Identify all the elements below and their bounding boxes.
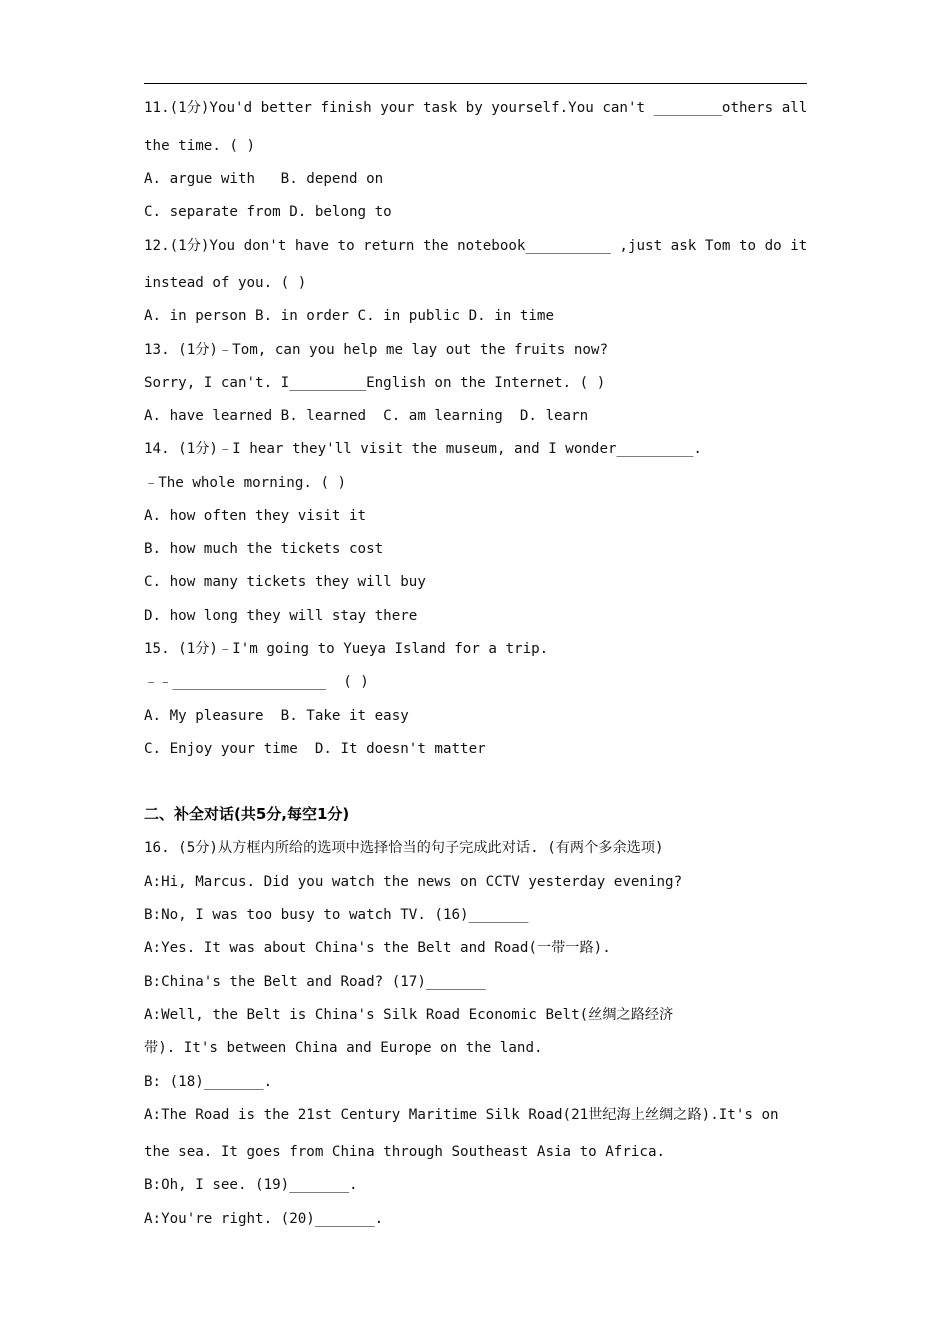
q14-option-a: A. how often they visit it xyxy=(144,508,367,524)
q14-option-c: C. how many tickets they will buy xyxy=(144,574,426,590)
header-rule xyxy=(144,83,807,84)
q11-line-1: 11.(1分)You'd better finish your task by yourself.You can't ________others all xyxy=(144,100,808,116)
q15-options-ab: A. My pleasure B. Take it easy xyxy=(144,708,409,724)
dialogue-line: A:Yes. It was about China's the Belt and Road(一带一路). xyxy=(144,940,611,956)
q14-option-d: D. how long they will stay there xyxy=(144,608,418,624)
q11-line-2: the time. ( ) xyxy=(144,138,256,154)
q15-line-2: ﹣﹣__________________ ( ) xyxy=(144,674,369,690)
dialogue-line: A:You're right. (20)_______. xyxy=(144,1211,384,1227)
q15-options-cd: C. Enjoy your time D. It doesn't matter xyxy=(144,741,486,757)
section-heading: 二、补全对话(共5分,每空1分) xyxy=(144,805,350,823)
dialogue-line: B:No, I was too busy to watch TV. (16)_______ xyxy=(144,907,529,923)
dialogue-line: 带). It's between China and Europe on the land. xyxy=(144,1040,543,1056)
q12-options: A. in person B. in order C. in public D. in time xyxy=(144,308,554,324)
q14-line-1: 14. (1分)﹣I hear they'll visit the museum, and I wonder_________. xyxy=(144,441,702,457)
dialogue-line: A:The Road is the 21st Century Maritime Silk Road(21世纪海上丝绸之路).It's on xyxy=(144,1107,779,1123)
dialogue-line: B:Oh, I see. (19)_______. xyxy=(144,1177,358,1193)
q13-options: A. have learned B. learned C. am learning D. learn xyxy=(144,408,589,424)
dialogue-line: A:Hi, Marcus. Did you watch the news on CCTV yesterday evening? xyxy=(144,874,683,890)
dialogue-line: A:Well, the Belt is China's Silk Road Economic Belt(丝绸之路经济 xyxy=(144,1007,674,1023)
q15-line-1: 15. (1分)﹣I'm going to Yueya Island for a trip. xyxy=(144,641,549,657)
q13-line-2: Sorry, I can't. I_________English on the Internet. ( ) xyxy=(144,375,606,391)
q12-line-1: 12.(1分)You don't have to return the notebook__________ ,just ask Tom to do it xyxy=(144,238,808,254)
q11-options-cd: C. separate from D. belong to xyxy=(144,204,392,220)
dialogue-line: B:China's the Belt and Road? (17)_______ xyxy=(144,974,486,990)
q13-line-1: 13. (1分)﹣Tom, can you help me lay out the fruits now? xyxy=(144,342,608,358)
q12-line-2: instead of you. ( ) xyxy=(144,275,307,291)
dialogue-line: the sea. It goes from China through Southeast Asia to Africa. xyxy=(144,1144,666,1160)
q11-options-ab: A. argue with B. depend on xyxy=(144,171,384,187)
q14-option-b: B. how much the tickets cost xyxy=(144,541,384,557)
q16-instruction: 16. (5分)从方框内所给的选项中选择恰当的句子完成此对话. (有两个多余选项) xyxy=(144,840,664,856)
dialogue-line: B: (18)_______. xyxy=(144,1074,273,1090)
q14-line-2: ﹣The whole morning. ( ) xyxy=(144,475,347,491)
